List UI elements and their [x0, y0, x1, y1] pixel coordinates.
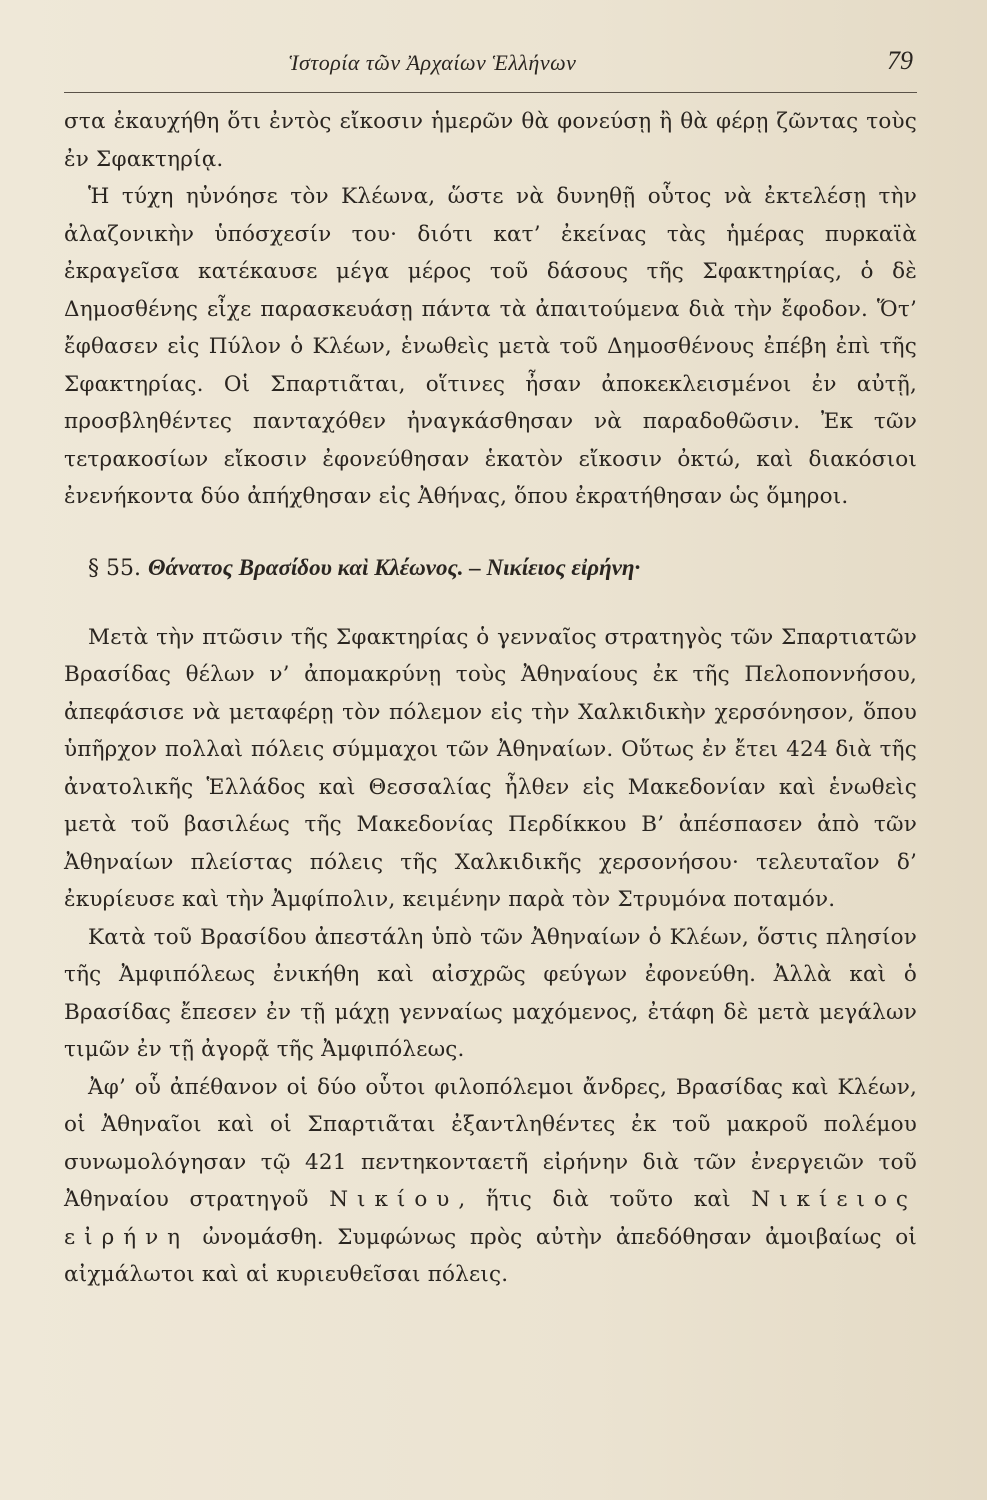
- paragraph: Κατὰ τοῦ Βρασίδου ἀπεστάλη ὑπὸ τῶν Ἀθηναίων ὁ Κλέων, ὅστις πλησίον τῆς Ἀμφιπόλεως ἐνικήθη καὶ αἰσχρῶς φεύγων ἐφονεύθη. Ἀλλὰ καὶ ὁ Βρασίδας ἔπεσεν ἐν τῇ μάχῃ γενναίως μαχόμενος, ἐτάφη δὲ μετὰ μεγάλων τιμῶν ἐν τῇ ἀγορᾷ τῆς Ἀμφιπόλεως.: [64, 924, 917, 1062]
- running-header: [64, 46, 917, 93]
- text-run: Ἀφ’ οὗ ἀπέθανον οἱ δύο οὗτοι φιλοπόλεμοι ἄνδρες, Βρασίδας καὶ Κλέων, οἱ Ἀθηναῖοι καὶ οἱ Σπαρτιᾶται ἐξαντληθέντες ἐκ τοῦ μακροῦ πολέμου συνωμολόγησαν τῷ 421 πεντηκονταετῆ εἰρήνην διὰ τῶν ἐνεργειῶν τοῦ Ἀθηναίου στρατηγοῦ: [64, 1074, 917, 1212]
- paragraph: Ἡ τύχη ηὐνόησε τὸν Κλέωνα, ὥστε νὰ δυνηθῇ οὗτος νὰ ἐκτελέσῃ τὴν ἀλαζονικὴν ὑπόσχεσίν του· διότι κατ’ ἐκείνας τὰς ἡμέρας πυρκαϊὰ ἐκραγεῖσα κατέκαυσε μέγα μέρος τοῦ δάσους τῆς Σφακτηρίας, ὁ δὲ Δημοσθένης εἶχε παρασκευάσῃ πάντα τὰ ἀπαιτούμενα διὰ τὴν ἔφοδον. Ὅτ’ ἔφθασεν εἰς Πύλον ὁ Κλέων, ἑνωθεὶς μετὰ τοῦ Δημοσθένους ἐπέβη ἐπὶ τῆς Σφακτηρίας. Οἱ Σπαρτιᾶται, οἵτινες ἦσαν ἀποκεκλεισμένοι ἐν αὐτῇ, προσβληθέντες πανταχόθεν ἠναγκάσθησαν νὰ παραδοθῶσιν. Ἐκ τῶν τετρακοσίων εἴκοσιν ἐφονεύθησαν ἑκατὸν εἴκοσιν ὀκτώ, καὶ διακόσιοι ἐνενήκοντα δύο ἀπήχθησαν εἰς Ἀθήνας, ὅπου ἐκρατήθησαν ὡς ὅμηροι.: [64, 184, 917, 509]
- section-number: § 55.: [88, 555, 141, 581]
- section-heading: [88, 552, 917, 585]
- text-run: ὠνομάσθη. Συμφώνως πρὸς αὐτὴν ἀπεδόθησαν ἀμοιβαίως οἱ αἰχμάλωτοι καὶ αἱ κυριευθεῖσαι πόλεις.: [64, 1224, 917, 1287]
- spaced-name: Νικίου: [329, 1187, 459, 1212]
- page-number: 79: [887, 46, 913, 75]
- body-text: [64, 103, 917, 1294]
- running-title: Ἱστορία τῶν Ἀρχαίων Ἑλλήνων: [289, 50, 577, 75]
- section-title: Θάνατος Βρασίδου καὶ Κλέωνος. – Νικίειος εἰρήνη·: [147, 554, 641, 580]
- paragraph-continued: στα ἐκαυχήθη ὅτι ἐντὸς εἴκοσιν ἡμερῶν θὰ φονεύσῃ ἢ θὰ φέρῃ ζῶντας τοὺς ἐν Σφακτηρίᾳ.: [64, 109, 917, 172]
- paragraph: Μετὰ τὴν πτῶσιν τῆς Σφακτηρίας ὁ γενναῖος στρατηγὸς τῶν Σπαρτιατῶν Βρασίδας θέλων ν’ ἀπομακρύνῃ τοὺς Ἀθηναίους ἐκ τῆς Πελοποννήσου, ἀπεφάσισε νὰ μεταφέρῃ τὸν πόλεμον εἰς τὴν Χαλκιδικὴν χερσόνησον, ὅπου ὑπῆρχον πολλαὶ πόλεις σύμμαχοι τῶν Ἀθηναίων. Οὕτως ἐν ἔτει 424 διὰ τῆς ἀνατολικῆς Ἑλλάδος καὶ Θεσσαλίας ἦλθεν εἰς Μακεδονίαν καὶ ἑνωθεὶς μετὰ τοῦ βασιλέως τῆς Μακεδονίας Περδίκκου Β’ ἀπέσπασεν ἀπὸ τῶν Ἀθηναίων πλείστας πόλεις τῆς Χαλκιδικῆς χερσονήσου· τελευταῖον δ’ ἐκυρίευσε καὶ τὴν Ἀμφίπολιν, κειμένην παρὰ τὸν Στρυμόνα ποταμόν.: [64, 624, 917, 912]
- paragraph: [64, 1069, 917, 1294]
- text-run: , ἥτις διὰ τοῦτο καὶ: [458, 1187, 752, 1212]
- spaced-term: Νικίειος εἰρήνη: [64, 1187, 917, 1250]
